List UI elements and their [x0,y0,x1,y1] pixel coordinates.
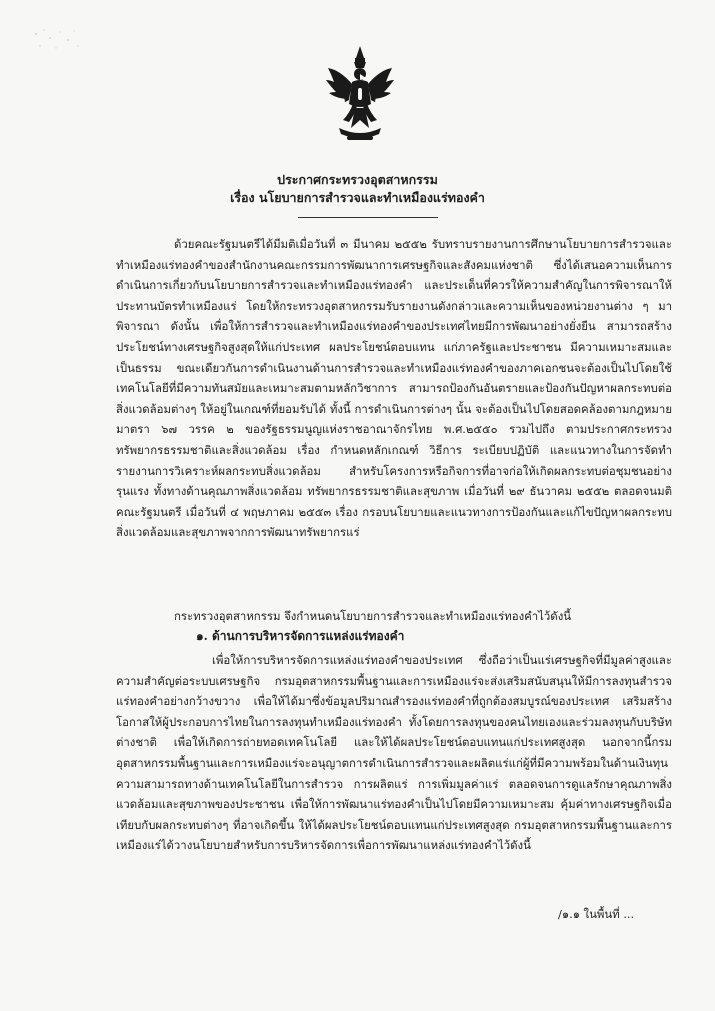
garuda-emblem-icon [325,44,395,144]
section-heading-1: ๑. ด้านการบริหารจัดการแหล่งแร่ทองคำ [196,629,405,643]
continuation-note: /๑.๑ ในพื้นที่ ... [558,907,635,921]
paragraph-policy-intro: กระทรวงอุตสาหกรรม จึงกำหนดนโยบายการสำรวจและทำเหมืองแร่ทองคำไว้ดังนี้ [174,609,572,623]
paper-speckle-icon [30,26,82,56]
document-title: ประกาศกระทรวงอุตสาหกรรม [277,172,438,187]
paragraph-section-1: เพื่อให้การบริหารจัดการแหล่งแร่ทองคำของประเทศ ซึ่งถือว่าเป็นแร่เศรษฐกิจที่มีมูลค่าสูงและความสำคัญต่อระบบเศรษฐกิจ กรมอุตสาหกรรมพื้นฐานและการเหมืองแร่จะส่งเสริมสนับสนุนให้มีการลงทุนสำรวจแร่ทองคำอย่างกว้างขวาง เพื่อให้ได้มาซึ่งข้อมูลปริมาณสำรองแร่ทองคำที่ถูกต้องสมบูรณ์ของประเทศ เสริมสร้างโอกาสให้ผู้ประกอบการไทยในการลงทุนทำเหมืองแร่ทองคำ ทั้งโดยการลงทุนของคนไทยเองและร่วมลงทุนกับบริษัทต่างชาติ เพื่อให้เกิดการถ่ายทอดเทคโนโลยี และให้ได้ผลประโยชน์ตอบแทนแก่ประเทศสูงสุด นอกจากนี้กรมอุตสาหกรรมพื้นฐานและการเหมืองแร่จะอนุญาตการดำเนินการสำรวจและผลิตแร่แก่ผู้ที่มีความพร้อมในด้านเงินทุน ความสามารถทางด้านเทคโนโลยีในการสำรวจ การผลิตแร่ การเพิ่มมูลค่าแร่ ตลอดจนการดูแลรักษาคุณภาพสิ่งแวดล้อมและสุขภาพของประชาชน เพื่อให้การพัฒนาแร่ทองคำเป็นไปโดยมีความเหมาะสม คุ้มค่าทางเศรษฐกิจเมื่อเทียบกับผลกระทบต่างๆ ที่อาจเกิดขึ้น ให้ได้ผลประโยชน์ตอบแทนแก่ประเทศสูงสุด กรมอุตสาหกรรมพื้นฐานและการเหมืองแร่ได้วางนโยบายสำหรับการบริหารจัดการเพื่อการพัฒนาแหล่งแร่ทองคำไว้ดังนี้ [116,653,672,853]
document-subject: เรื่อง นโยบายการสำรวจและทำเหมืองแร่ทองคำ [230,190,485,205]
paragraph-preamble: ด้วยคณะรัฐมนตรีได้มีมติเมื่อวันที่ ๓ มีนาคม ๒๕๕๒ รับทราบรายงานการศึกษานโยบายการสำรวจและทำเหมืองแร่ทองคำของสำนักงานคณะกรรมการพัฒนาการเศรษฐกิจและสังคมแห่งชาติ ซึ่งได้เสนอความเห็นการดำเนินการเกี่ยวกับนโยบายการสำรวจและทำเหมืองแร่ทองคำ และประเด็นที่ควรให้ความสำคัญในการพิจารณาให้ประทานบัตรทำเหมืองแร่ โดยให้กระทรวงอุตสาหกรรมรับรายงานดังกล่าวและความเห็นของหน่วยงานต่าง ๆ มาพิจารณา ดังนั้น เพื่อให้การสำรวจและทำเหมืองแร่ทองคำของประเทศไทยมีการพัฒนาอย่างยั่งยืน สามารถสร้างประโยชน์ทางเศรษฐกิจสูงสุดให้แก่ประเทศ ผลประโยชน์ตอบแทน แก่ภาครัฐและประชาชน มีความเหมาะสมและเป็นธรรม ขณะเดียวกันการดำเนินงานด้านการสำรวจและทำเหมืองแร่ทองคำของภาคเอกชนจะต้องเป็นไปโดยใช้เทคโนโลยีที่มีความทันสมัยและเหมาะสมตามหลักวิชาการ สามารถป้องกันอันตรายและป้องกันปัญหาผลกระทบต่อสิ่งแวดล้อมต่างๆ ให้อยู่ในเกณฑ์ที่ยอมรับได้ ทั้งนี้ การดำเนินการต่างๆ นั้น จะต้องเป็นไปโดยสอดคล้องตามกฎหมาย มาตรา ๖๗ วรรค ๒ ของรัฐธรรมนูญแห่งราชอาณาจักรไทย พ.ศ.๒๕๕๐ รวมไปถึง ตามประกาศกระทรวงทรัพยากรธรรมชาติและสิ่งแวดล้อม เรื่อง กำหนดหลักเกณฑ์ วิธีการ ระเบียบปฏิบัติ และแนวทางในการจัดทำรายงานการวิเคราะห์ผลกระทบสิ่งแวดล้อม สำหรับโครงการหรือกิจการที่อาจก่อให้เกิดผลกระทบต่อชุมชนอย่างรุนแรง ทั้งทางด้านคุณภาพสิ่งแวดล้อม ทรัพยากรธรรมชาติและสุขภาพ เมื่อวันที่ ๒๙ ธันวาคม ๒๕๕๒ ตลอดจนมติคณะรัฐมนตรี เมื่อวันที่ ๔ พฤษภาคม ๒๕๕๓ เรื่อง กรอบนโยบายและแนวทางการป้องกันและแก้ไขปัญหาผลกระทบสิ่งแวดล้อมและสุขภาพจากการพัฒนาทรัพยากรแร่ [116,237,672,540]
title-divider [298,217,438,218]
